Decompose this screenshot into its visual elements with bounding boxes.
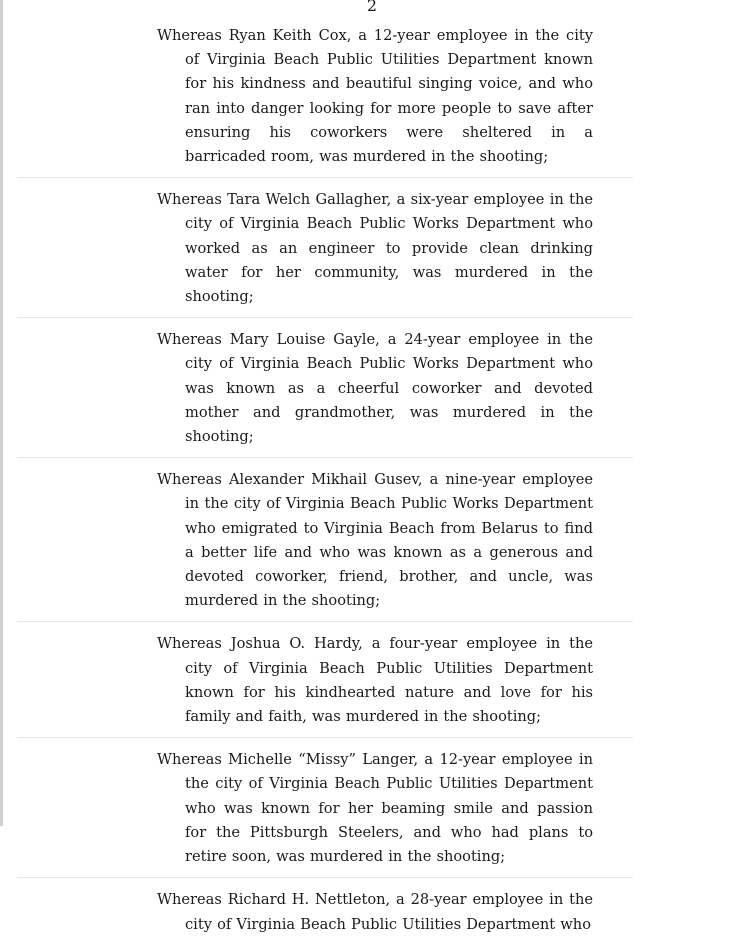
- whereas-clause-nettleton: Whereas Richard H. Nettleton, a 28-year employee in the city of Virginia Beach Public Utilities Department who: [157, 891, 593, 933]
- paragraph-divider: [17, 737, 633, 738]
- paragraph-divider: [17, 621, 633, 622]
- whereas-clause-langer: Whereas Michelle “Missy” Langer, a 12-year employee in the city of Virginia Beach Public Utilities Department who was known for her beaming smile and passion for the Pittsburgh Steelers, and who had plans to retire soon, was murdered in the shooting;: [157, 751, 593, 866]
- page-number: 2: [366, 0, 378, 15]
- whereas-clause-gayle: Whereas Mary Louise Gayle, a 24-year employee in the city of Virginia Beach Public Works Department who was known as a cheerful coworker and devoted mother and grandmother, was murdered in the shooting;: [157, 331, 593, 446]
- whereas-clause-gallagher: Whereas Tara Welch Gallagher, a six-year employee in the city of Virginia Beach Public Works Department who worked as an engineer to provide clean drinking water for her community, was murdered in the shooting;: [157, 191, 593, 306]
- paragraph-divider: [17, 877, 633, 878]
- paragraph-divider: [17, 177, 633, 178]
- whereas-clause-hardy: Whereas Joshua O. Hardy, a four-year employee in the city of Virginia Beach Public Utilities Department known for his kindhearted nature and love for his family and faith, was murdered in the shooting;: [157, 635, 593, 726]
- left-margin-rule: [0, 0, 3, 826]
- whereas-clause-gusev: Whereas Alexander Mikhail Gusev, a nine-year employee in the city of Virginia Beach Public Works Department who emigrated to Virginia Beach from Belarus to find a better life and who was known as a generous and devoted coworker, friend, brother, and uncle, was murdered in the shooting;: [157, 471, 593, 610]
- whereas-clause-cox: Whereas Ryan Keith Cox, a 12-year employee in the city of Virginia Beach Public Utilities Department known for his kindness and beautiful singing voice, and who ran into danger looking for more people to save after ensuring his coworkers were sheltered in a barricaded room, was murdered in the shooting;: [157, 27, 593, 166]
- paragraph-divider: [17, 317, 633, 318]
- paragraph-divider: [17, 457, 633, 458]
- document-body: [157, 24, 593, 945]
